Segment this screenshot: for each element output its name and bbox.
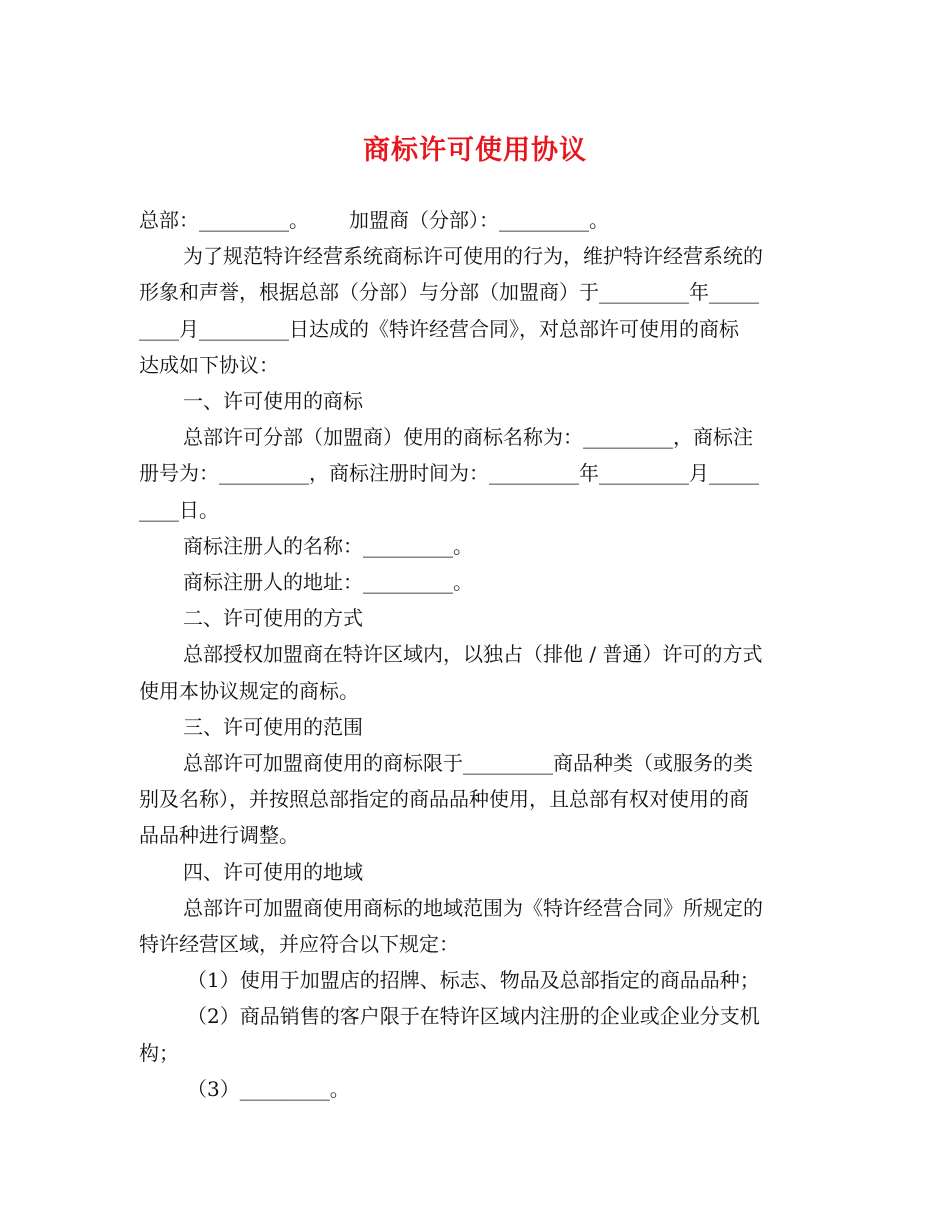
paragraph-line: 品品种进行调整。 <box>139 823 299 848</box>
hq-field: 总部：_________。 <box>139 208 309 232</box>
paragraph-line: 为了规范特许经营系统商标许可使用的行为，维护特许经营系统的 <box>183 244 763 269</box>
franchisee-field: 加盟商（分部）：_________。 <box>349 208 609 232</box>
paragraph-line: 总部许可加盟商使用的商标限于_________商品种类（或服务的类 <box>183 751 753 776</box>
registrant-name-line: 商标注册人的名称：_________。 <box>183 533 473 558</box>
list-item: （1）使用于加盟店的招牌、标志、物品及总部指定的商品品种； <box>187 968 760 993</box>
paragraph-line: 使用本协议规定的商标。 <box>139 678 359 703</box>
paragraph-line: 总部许可分部（加盟商）使用的商标名称为：_________，商标注 <box>183 425 753 450</box>
section-heading-1: 一、许可使用的商标 <box>183 389 363 414</box>
list-item: （3）_________。 <box>187 1076 350 1101</box>
section-heading-4: 四、许可使用的地域 <box>183 859 363 884</box>
paragraph-line: 达成如下协议： <box>139 352 279 377</box>
paragraph-line: 总部许可加盟商使用商标的地域范围为《特许经营合同》所规定的 <box>183 895 763 920</box>
paragraph-line: ____日。 <box>139 497 219 522</box>
paragraph-line: 总部授权加盟商在特许区域内，以独占（排他 / 普通）许可的方式 <box>183 642 763 667</box>
document-title: 商标许可使用协议 <box>363 135 587 166</box>
document-body <box>139 202 814 1107</box>
section-heading-2: 二、许可使用的方式 <box>183 606 363 631</box>
list-item-continuation: 构； <box>139 1040 179 1065</box>
registrant-address-line: 商标注册人的地址：_________。 <box>183 570 473 595</box>
parties-line <box>139 202 814 238</box>
paragraph-line: 册号为：_________，商标注册时间为：_________年_________月_____ <box>139 461 759 486</box>
paragraph-line: ____月_________日达成的《特许经营合同》，对总部许可使用的商标 <box>139 316 739 341</box>
section-heading-3: 三、许可使用的范围 <box>183 714 363 739</box>
paragraph-line: 特许经营区域，并应符合以下规定： <box>139 932 459 957</box>
paragraph-line: 别及名称），并按照总部指定的商品品种使用，且总部有权对使用的商 <box>139 787 749 812</box>
paragraph-line: 形象和声誉，根据总部（分部）与分部（加盟商）于_________年_____ <box>139 280 759 305</box>
list-item: （2）商品销售的客户限于在特许区域内注册的企业或企业分支机 <box>187 1004 760 1029</box>
